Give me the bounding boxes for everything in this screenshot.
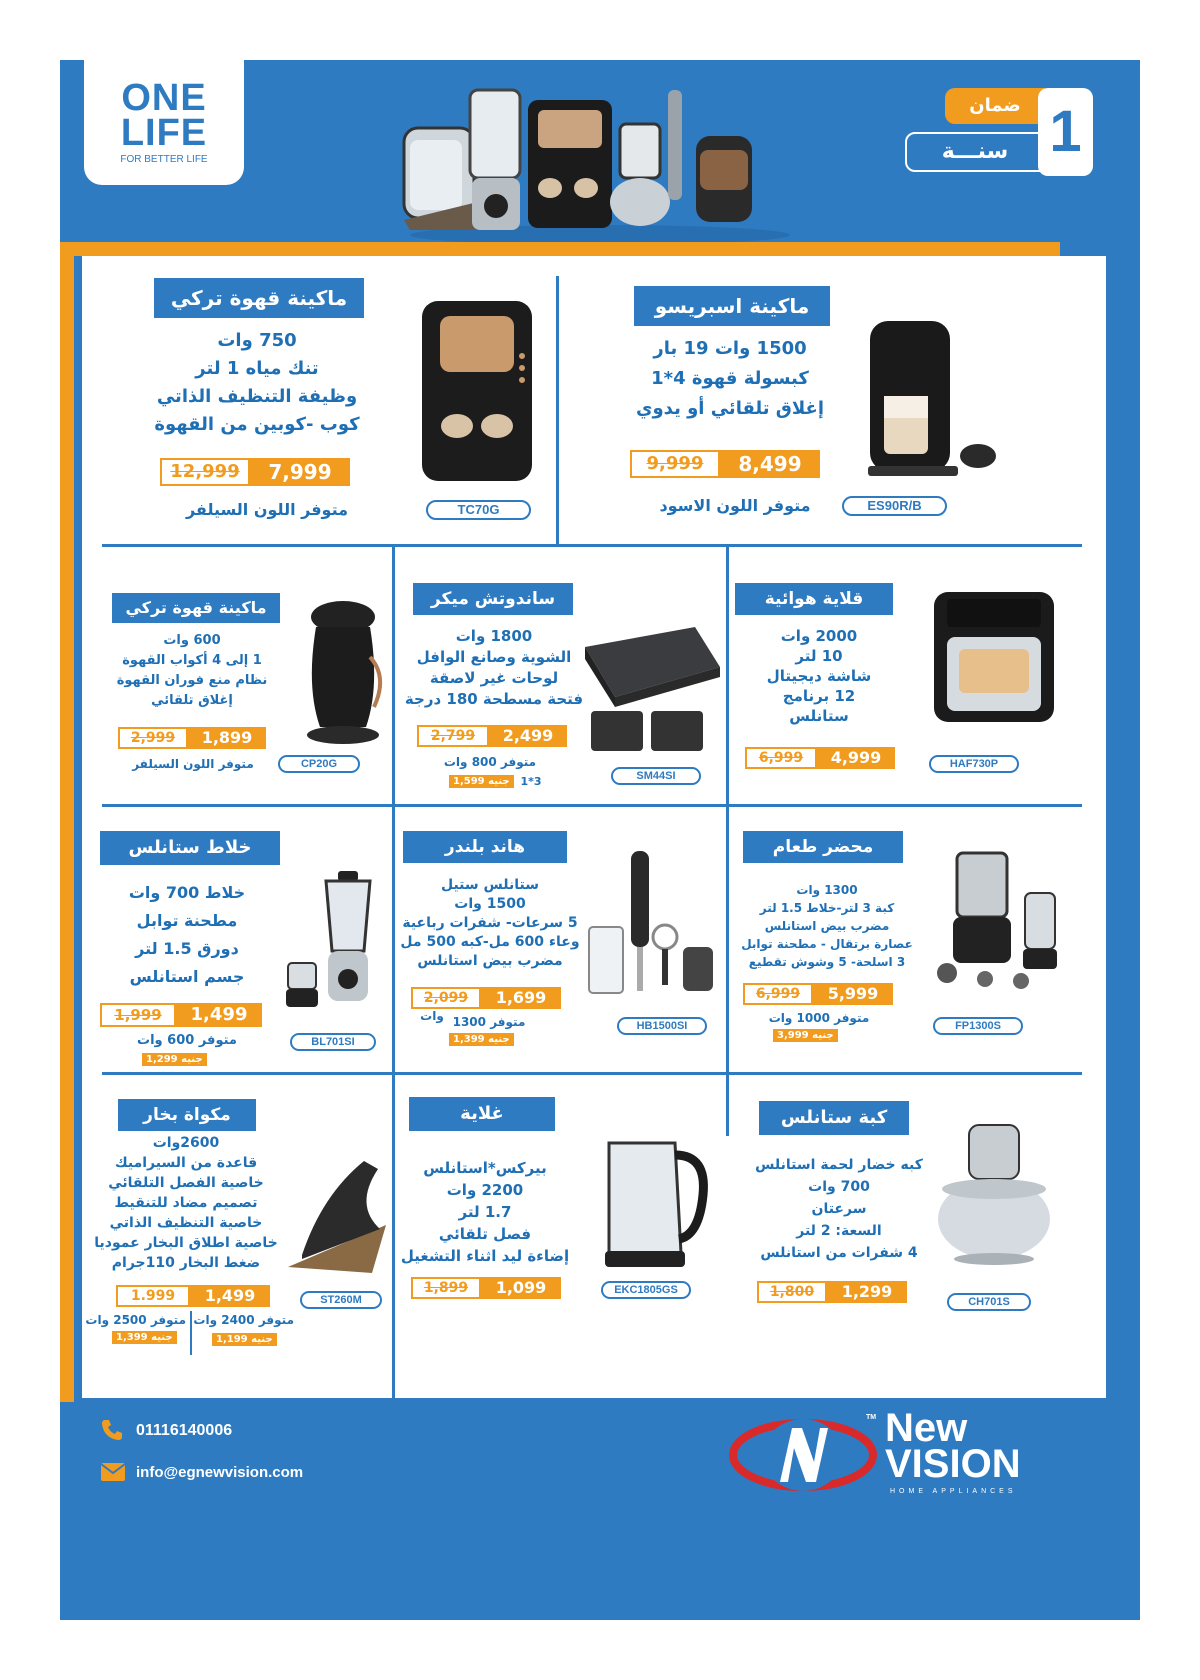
spec-line: دورق 1.5 لتر — [135, 939, 239, 958]
logo-tagline: FOR BETTER LIFE — [120, 154, 208, 165]
price-row — [411, 987, 561, 1009]
spec-line: ستانلس — [789, 707, 849, 725]
spec-line: عصارة برتقال - مطحنة توابل — [741, 937, 913, 951]
spec-line: خلاط 700 وات — [128, 883, 246, 902]
spec-line: فصل تلقائي — [438, 1225, 532, 1243]
spec-line: فتحة مسطحة 180 درجة — [404, 690, 584, 708]
new-price: 2,499 — [489, 725, 567, 747]
spec-line: 2600وات — [152, 1135, 220, 1151]
product-title: مكواة بخار — [118, 1099, 256, 1131]
product-card-sandwich-maker — [395, 547, 726, 804]
tag-price: 1,199 — [216, 1334, 248, 1345]
new-vision-logo-mark — [728, 1410, 878, 1500]
availability-price — [142, 1053, 207, 1066]
spec-line: 3 اسلحة- 5 وشوش تقطيع — [748, 955, 906, 969]
product-card-blender — [82, 807, 392, 1072]
product-title: ماكينة قهوة تركي — [112, 593, 280, 623]
spec-line: تصميم مضاد للتنقيط — [114, 1195, 258, 1211]
new-price: 7,999 — [250, 458, 350, 486]
air-fryer-image — [929, 587, 1059, 727]
spec-line: 2000 وات — [780, 627, 858, 645]
product-card-chopper — [729, 1075, 1106, 1395]
price-row — [630, 450, 820, 478]
tag-unit: جنيه — [488, 1034, 510, 1045]
new-price: 8,499 — [720, 450, 820, 478]
store-name-line2: VISION — [885, 1442, 1021, 1486]
spec-line: إغلاق تلقائي أو يدوي — [635, 398, 824, 419]
spec-line: خاصية اطلاق البخار عموديا — [94, 1235, 278, 1251]
spec-line: بيركس*استانلس — [423, 1159, 547, 1177]
spec-line: سرعتان — [811, 1201, 867, 1217]
tag-price: 3,999 — [777, 1030, 809, 1041]
old-price: 1.999 — [116, 1285, 190, 1307]
spec-line: 10 لتر — [795, 647, 843, 665]
price-row — [745, 747, 895, 769]
model-number: CH701S — [947, 1293, 1031, 1311]
spec-line: إغلاق تلقائي — [151, 693, 233, 708]
spec-line: إضاءة ليد اثناء التشغيل — [400, 1247, 570, 1265]
tag-price: 1,599 — [453, 776, 485, 787]
turkish-coffee-maker-image — [298, 597, 388, 747]
kettle-image — [595, 1135, 715, 1275]
tag-price: 1,399 — [453, 1034, 485, 1045]
old-price: 2,999 — [118, 727, 188, 749]
new-price: 1,899 — [188, 727, 266, 749]
price-row — [743, 983, 893, 1005]
availability-price — [773, 1029, 838, 1042]
spec-line: نظام منع فوران القهوة — [116, 673, 268, 688]
email-icon — [100, 1462, 126, 1482]
spec-line: 750 وات — [217, 330, 297, 351]
availability-text: متوفر 600 وات — [137, 1033, 237, 1048]
tag-unit: جنيه — [812, 1030, 834, 1041]
product-card-steam-iron — [82, 1075, 392, 1395]
hand-blender-image — [579, 847, 719, 1007]
model-number: BL701SI — [290, 1033, 376, 1051]
orange-accent-bar — [60, 242, 1060, 256]
food-processor-image — [927, 843, 1077, 993]
orange-accent-side — [60, 242, 74, 1402]
trademark-symbol: TM — [866, 1414, 877, 1421]
product-card-kettle — [395, 1075, 726, 1395]
model-number: ST260M — [300, 1291, 382, 1309]
spec-line: 1.7 لتر — [458, 1203, 512, 1221]
products-panel — [82, 256, 1106, 1398]
old-price: 1,999 — [100, 1003, 176, 1027]
spec-line: 700 وات — [808, 1179, 870, 1195]
old-price: 6,999 — [745, 747, 817, 769]
phone-number[interactable]: 01116140006 — [136, 1422, 233, 1439]
product-title: محضر طعام — [743, 831, 903, 863]
tag-unit: جنيه — [151, 1332, 173, 1343]
availability-text: متوفر 800 وات — [443, 755, 537, 769]
store-name — [885, 1406, 1021, 1486]
spec-line: كبة 3 لتر-خلاط 1.5 لتر — [759, 901, 895, 915]
warranty-number: 1 — [1038, 88, 1093, 176]
spec-line: مطحنة توابل — [136, 911, 238, 930]
price-row — [100, 1003, 262, 1027]
old-price: 6,999 — [743, 983, 813, 1005]
spec-line: ستانلس ستيل — [440, 877, 540, 893]
tag-price: 1,399 — [116, 1332, 148, 1343]
tag-unit: جنيه — [181, 1054, 203, 1065]
product-card-hand-blender — [395, 807, 726, 1072]
logo-line2: LIFE — [120, 112, 208, 154]
availability-text: متوفر اللون السيلفر — [185, 500, 349, 519]
model-number: EKC1805GS — [601, 1281, 691, 1299]
header — [60, 60, 1140, 260]
spec-line: السعة: 2 لتر — [796, 1223, 882, 1239]
model-number: SM44SI — [611, 767, 701, 785]
spec-line: خاصية الفصل التلقائي — [108, 1175, 264, 1191]
divider — [556, 276, 559, 544]
chopper-image — [929, 1119, 1059, 1269]
price-row — [160, 458, 350, 486]
spec-line: 12 برنامج — [782, 687, 856, 705]
model-number: CP20G — [278, 755, 360, 773]
store-tagline: HOME APPLIANCES — [890, 1488, 1017, 1495]
product-title: غلاية — [409, 1097, 555, 1131]
availability-text: متوفر اللون السيلفر — [132, 757, 254, 771]
store-name-line1: New — [885, 1406, 968, 1450]
spec-line: قاعدة من السيراميك — [114, 1155, 258, 1171]
divider — [190, 1311, 192, 1355]
spec-line: خاصية التنظيف الذاتي — [109, 1215, 263, 1231]
tag-unit: جنيه — [251, 1334, 273, 1345]
old-price: 1,899 — [411, 1277, 481, 1299]
product-title: ماكينة قهوة تركي — [154, 278, 364, 318]
spec-line: تنك مياه 1 لتر — [195, 358, 319, 379]
logo-line1: ONE — [121, 77, 207, 119]
warranty-label-bottom: سنـــة — [905, 132, 1045, 172]
product-card-turkish-coffee-tc70g — [82, 256, 556, 544]
new-price: 5,999 — [813, 983, 893, 1005]
spec-line: جسم استانلس — [129, 967, 245, 986]
spec-line: 4 شفرات من استانلس — [760, 1245, 918, 1261]
availability-text-alt: متوفر 2500 وات — [85, 1313, 186, 1327]
new-price: 1,499 — [190, 1285, 270, 1307]
new-price: 1,099 — [481, 1277, 561, 1299]
product-title: ماكينة اسبريسو — [634, 286, 830, 326]
phone-icon — [100, 1418, 124, 1442]
availability-price-alt — [112, 1331, 177, 1344]
spec-line: 1800 وات — [455, 627, 533, 645]
availability-price — [449, 775, 514, 788]
availability-unit: وات — [420, 1009, 444, 1023]
spec-line: الشوية وصانع الوافل — [416, 648, 572, 666]
product-title: قلاية هوائية — [735, 583, 893, 615]
product-title: ساندوتش ميكر — [413, 583, 573, 615]
spec-line: مضرب بيض استانلس — [764, 919, 890, 933]
product-title: خلاط ستانلس — [100, 831, 280, 865]
product-card-turkish-coffee-cp20g — [82, 547, 392, 804]
old-price: 12,999 — [160, 458, 250, 486]
availability-text: متوفر 1000 وات — [768, 1011, 870, 1025]
availability-text: متوفر 2400 وات — [193, 1313, 294, 1327]
turkish-coffee-machine-image — [412, 296, 542, 486]
price-row — [116, 1285, 270, 1307]
new-price: 1,699 — [481, 987, 561, 1009]
email-address[interactable]: info@egnewvision.com — [136, 1464, 304, 1481]
appliance-group-image — [400, 80, 800, 250]
warranty-badge — [905, 88, 1105, 183]
spec-line: شاشة ديجيتال — [766, 667, 872, 685]
spec-line: مضرب بيض استانلس — [417, 953, 563, 969]
spec-line: كبسولة قهوة 4*1 — [651, 368, 809, 389]
old-price: 9,999 — [630, 450, 720, 478]
tag-unit: جنيه — [488, 776, 510, 787]
price-row — [417, 725, 567, 747]
availability-price — [449, 1033, 514, 1046]
flyer-frame — [60, 60, 1140, 1620]
price-row — [118, 727, 266, 749]
blender-image — [278, 867, 388, 1027]
model-number: ES90R/B — [842, 496, 947, 516]
spec-line: 2200 وات — [446, 1181, 524, 1199]
availability-text: متوفر اللون الاسود — [659, 496, 811, 515]
product-title: هاند بلندر — [403, 831, 567, 863]
old-price: 2,799 — [417, 725, 489, 747]
spec-line: 1 إلى 4 أكواب القهوة — [122, 653, 262, 668]
spec-line: 1500 وات 19 بار — [653, 338, 807, 359]
model-number: HAF730P — [929, 755, 1019, 773]
spec-line: لوحات غير لاصقة — [429, 669, 559, 687]
spec-line: 5 سرعات- شفرات رباعية — [402, 915, 578, 931]
product-card-food-processor — [729, 807, 1106, 1072]
espresso-machine-image — [860, 316, 1000, 486]
new-price: 1,499 — [176, 1003, 262, 1027]
old-price: 1,800 — [757, 1281, 827, 1303]
sandwich-maker-image — [575, 607, 725, 757]
new-price: 4,999 — [817, 747, 895, 769]
spec-line: كبه خضار لحمة استانلس — [755, 1157, 923, 1173]
product-card-air-fryer — [729, 547, 1106, 804]
spec-line: 600 وات — [163, 633, 221, 648]
model-number: TC70G — [426, 500, 531, 520]
steam-iron-image — [282, 1155, 392, 1285]
old-price: 2,099 — [411, 987, 481, 1009]
model-number: HB1500SI — [617, 1017, 707, 1035]
spec-line: 1500 وات — [454, 896, 526, 912]
spec-line: وظيفة التنظيف الذاتي — [156, 386, 358, 407]
price-row — [757, 1281, 907, 1303]
spec-line: ضغط البخار 110جرام — [111, 1255, 261, 1271]
spec-line: وعاء 600 مل-كبه 500 مل — [400, 934, 580, 950]
one-life-logo — [84, 60, 244, 185]
availability-price — [212, 1333, 277, 1346]
new-price: 1,299 — [827, 1281, 907, 1303]
spec-line: 1300 وات — [796, 883, 858, 897]
product-card-espresso — [560, 256, 1106, 544]
model-number: FP1300S — [933, 1017, 1023, 1035]
availability-text: متوفر 1300 — [452, 1015, 526, 1029]
spec-line: كوب -كوبين من القهوة — [154, 414, 360, 435]
tag-price: 1,299 — [146, 1054, 178, 1065]
price-row — [411, 1277, 561, 1299]
availability-extra: 3*1 — [520, 775, 542, 788]
warranty-label-top: ضمان — [945, 88, 1045, 124]
product-title: كبة ستانلس — [759, 1101, 909, 1135]
